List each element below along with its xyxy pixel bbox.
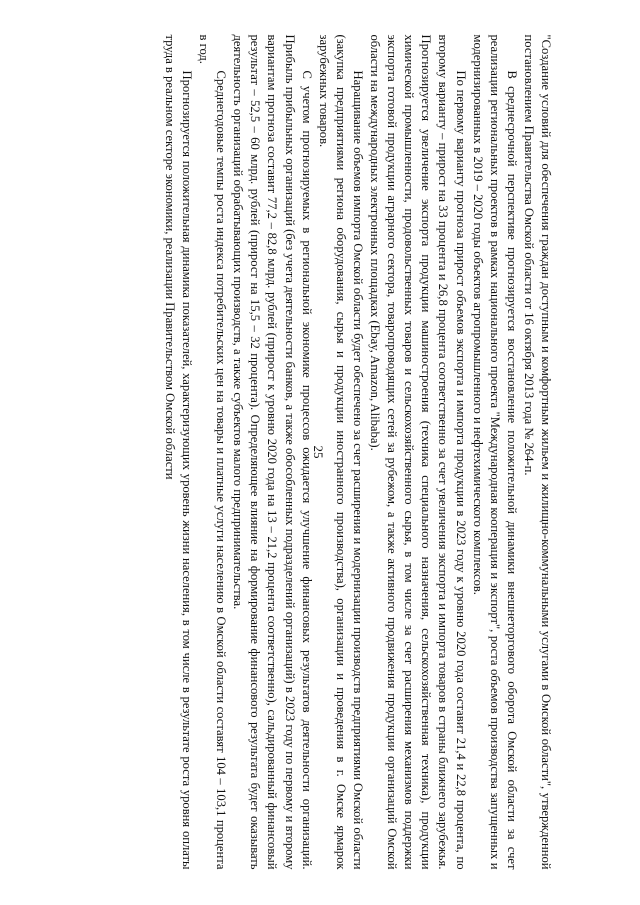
paragraph-financial-results: С учетом прогнозируемых в региональной экономике процессов ожидается улучшение финансовых результатов деятельности организаций. Прибыль прибыльных организаций (без учета деятельности банков, а также обособленных подразделений организаций) в 2023 году по первому и второму вариантам прогноза составит 77,2 – 82,8 млрд. рублей (прирост к уровню 2020 года на 13 – 21,2 процента соответственно), сальдированный финансовый результат – 52,5 – 60 млрд. рублей (прирост на 15,5 – 32 процента). Определяющее влияние на формирование финансового результата будет оказывать деятельность организаций обрабатывающих производств, а также субъектов малого предпринимательства. <box>231 34 314 870</box>
page-number: 25 <box>311 445 326 459</box>
document-body <box>40 35 600 870</box>
paragraph-export-import-forecast: По первому варианту прогноза прирост объемов экспорта и импорта продукции в 2023 году к уровню 2020 года составит 21,4 и 22,8 процента, по второму варианту – прирост на 33 процента и 26,8 процента соответственно за счет увеличения экспорта и импорта товаров в страны ближнего зарубежья. Прогнозируется увеличение экспорта продукции машиностроения (техника специального назначения, сельскохозяйственная техника), продукции химической промышленности, продовольственных товаров и сельскохозяйственного сырья, в том числе за счет расширения механизмов поддержки экспорта готовой продукции аграрного сектора, товаропроводящих сетей за рубежом, а также активного продвижения продукции организаций Омской области на международных электронных площадках (Ebay, Amazon, Alibaba). <box>368 34 468 870</box>
paragraph-import-growth: Наращивание объемов импорта Омской области будет обеспечено за счет расширения и модернизации производств предприятиями Омской области (закупка предприятиями региона оборудования, сырья и продукции иностранного производства), организации и проведения в г. Омске ярмарок зарубежных товаров. <box>316 34 365 870</box>
paragraph-trade-outlook: В среднесрочной перспективе прогнозируется восстановление положительной динамики внешнеторгового оборота Омской области за счет реализации региональных проектов в рамках национального проекта "Международная кооперация и экспорт", роста объемов производства запущенных и модернизированных в 2019 – 2020 годы объектов агропромышленного и нефтехимического комплексов. <box>470 34 519 870</box>
paragraph-continuation: "Создание условий для обеспечения граждан доступным и комфортным жильем и жилищно-коммунальными услугами в Омской области", утвержденной постановлением Правительства Омской области от 16 октября 2013 года № 264-п. <box>521 34 553 870</box>
paragraph-consumer-prices: Среднегодовые темпы роста индекса потребительских цен на товары и платные услуги населению в Омской области составят 104 – 103,1 процента в год. <box>197 34 229 870</box>
paragraph-living-standards: Прогнозируется положительная динамика показателей, характеризующих уровень жизни населения, в том числе в результате роста уровня оплаты труда в реальном секторе экономики, реализации Правительством Омской области <box>162 34 195 870</box>
